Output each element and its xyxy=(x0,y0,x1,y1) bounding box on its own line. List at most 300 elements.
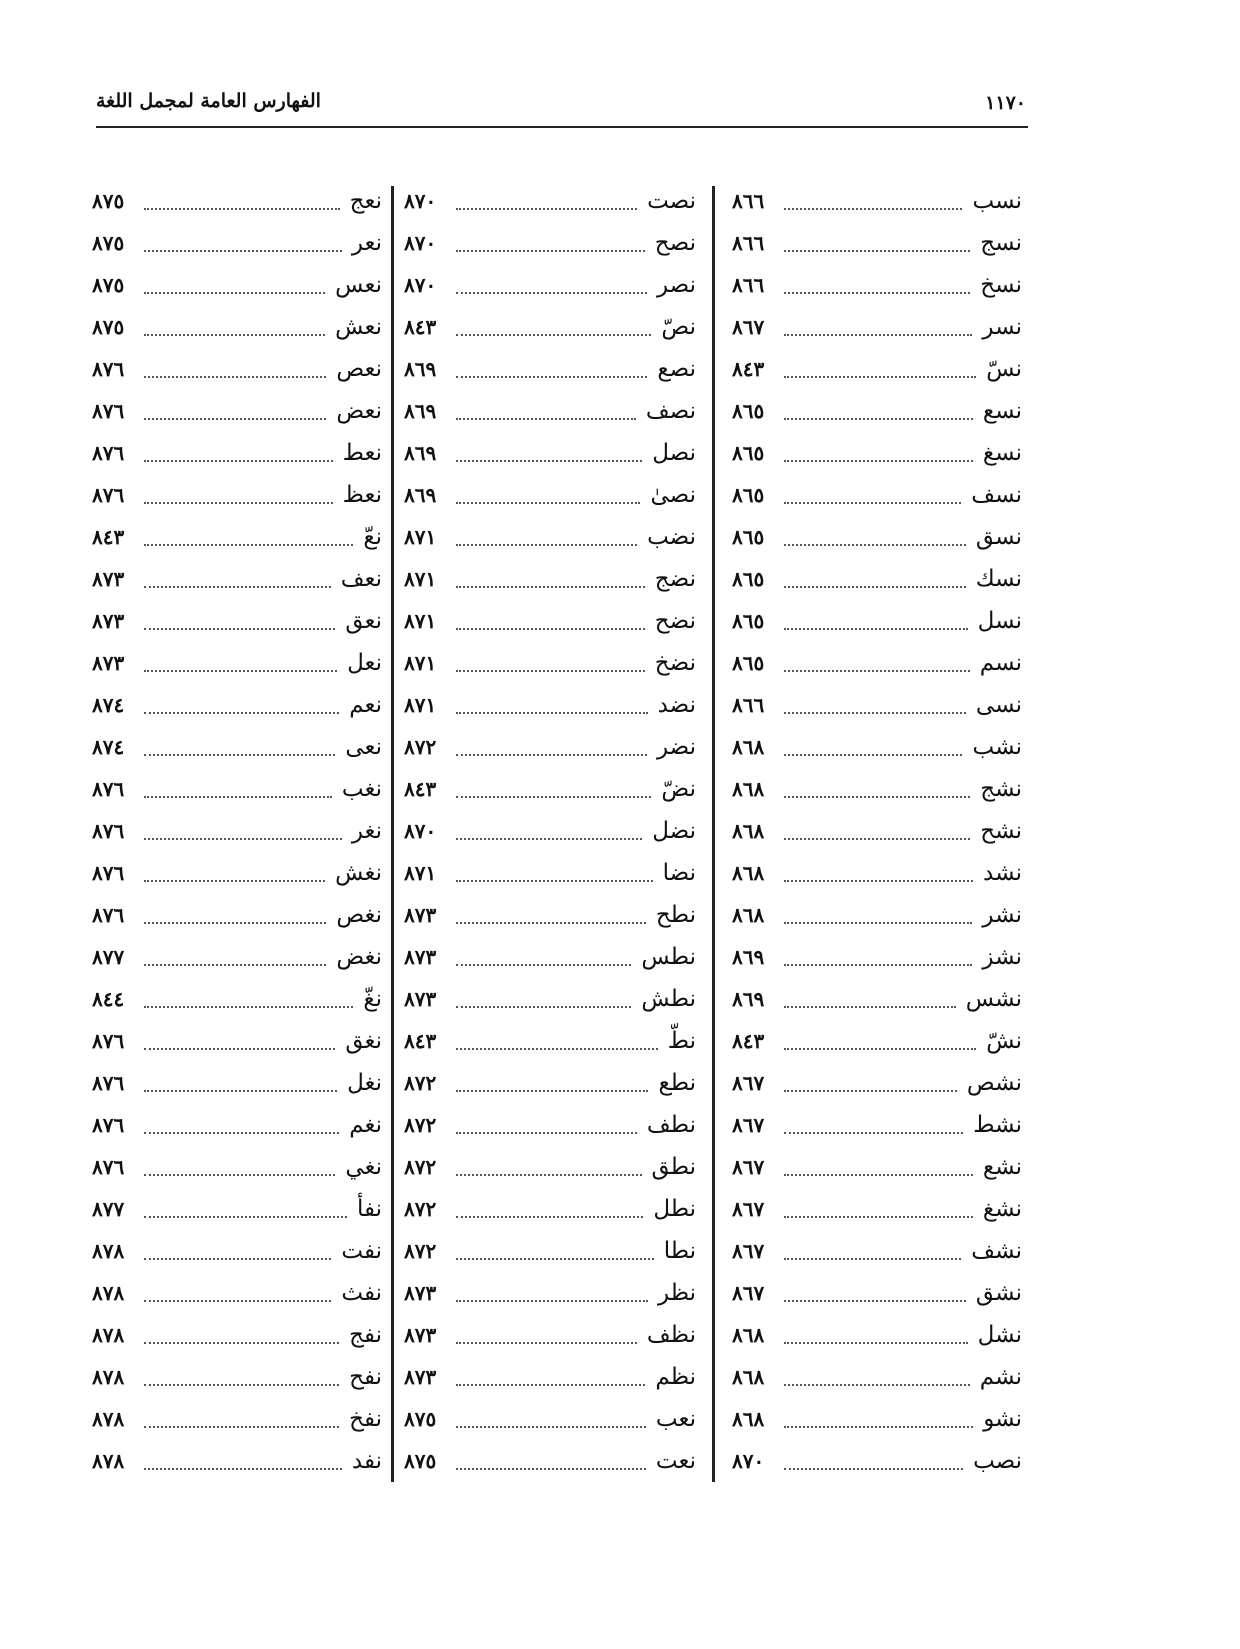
entry-root: نعب xyxy=(655,1406,696,1432)
entry-page-number: ٨٦٥ xyxy=(732,483,765,507)
entry-page-number: ٨٧٢ xyxy=(404,1071,437,1095)
entry-root: نضخ xyxy=(654,650,696,676)
index-column-2 xyxy=(404,180,696,1482)
leader-dots xyxy=(456,880,653,882)
entry-page-number: ٨٧٦ xyxy=(92,861,125,885)
entry-page-number: ٨٧٤ xyxy=(92,693,125,717)
entry-page-number: ٨٧٥ xyxy=(92,273,125,297)
entry-page-number: ٨٧٨ xyxy=(92,1323,125,1347)
page-number: ١١٧٠ xyxy=(985,92,1026,114)
entry-root: نفج xyxy=(349,1322,382,1348)
index-entry xyxy=(404,348,696,390)
index-column-1 xyxy=(732,180,1022,1482)
leader-dots xyxy=(456,628,645,630)
entry-page-number: ٨٧١ xyxy=(404,525,437,549)
leader-dots xyxy=(456,418,636,420)
entry-root: نسق xyxy=(975,524,1022,550)
entry-root: نشب xyxy=(972,734,1022,760)
entry-page-number: ٨٧٦ xyxy=(92,1155,125,1179)
entry-root: نصىٰ xyxy=(650,482,696,508)
entry-root: نسل xyxy=(977,608,1022,634)
entry-page-number: ٨٦٧ xyxy=(732,1281,765,1305)
entry-page-number: ٨٧٢ xyxy=(404,1113,437,1137)
entry-page-number: ٨٦٦ xyxy=(732,189,765,213)
entry-page-number: ٨٧٥ xyxy=(404,1449,437,1473)
entry-root: نشص xyxy=(966,1070,1022,1096)
entry-root: نعض xyxy=(336,398,382,424)
index-entry xyxy=(404,180,696,222)
entry-page-number: ٨٧٦ xyxy=(92,441,125,465)
entry-root: نغي xyxy=(345,1154,382,1180)
leader-dots xyxy=(144,1216,347,1218)
entry-root: نطّ xyxy=(667,1028,696,1054)
entry-root: نسج xyxy=(980,230,1022,256)
leader-dots xyxy=(784,1048,976,1050)
entry-page-number: ٨٦٥ xyxy=(732,567,765,591)
entry-root: نشق xyxy=(975,1280,1022,1306)
entry-page-number: ٨٧٣ xyxy=(92,567,125,591)
index-entry xyxy=(732,390,1022,432)
index-entry xyxy=(404,936,696,978)
index-entry xyxy=(404,810,696,852)
index-entry xyxy=(732,600,1022,642)
entry-page-number: ٨٧٧ xyxy=(92,945,125,969)
entry-root: نعس xyxy=(335,272,382,298)
leader-dots xyxy=(456,1258,654,1260)
entry-root: نصف xyxy=(645,398,696,424)
entry-page-number: ٨٤٣ xyxy=(404,1029,437,1053)
index-entry xyxy=(92,1356,382,1398)
leader-dots xyxy=(144,544,353,546)
leader-dots xyxy=(784,922,972,924)
entry-page-number: ٨٧٣ xyxy=(92,651,125,675)
entry-page-number: ٨٤٣ xyxy=(732,1029,765,1053)
index-entry xyxy=(404,306,696,348)
entry-page-number: ٨٦٨ xyxy=(732,903,765,927)
entry-page-number: ٨٦٧ xyxy=(732,1071,765,1095)
leader-dots xyxy=(144,838,342,840)
leader-dots xyxy=(144,250,342,252)
index-entry xyxy=(732,1356,1022,1398)
leader-dots xyxy=(456,292,647,294)
entry-page-number: ٨٧٣ xyxy=(404,1365,437,1389)
entry-root: نغب xyxy=(341,776,382,802)
index-entry xyxy=(732,936,1022,978)
entry-page-number: ٨٧٢ xyxy=(404,1239,437,1263)
index-entry xyxy=(732,1104,1022,1146)
leader-dots xyxy=(784,292,970,294)
leader-dots xyxy=(784,1426,973,1428)
entry-page-number: ٨٧٣ xyxy=(404,945,437,969)
index-entry xyxy=(92,978,382,1020)
index-entry xyxy=(404,432,696,474)
index-entry xyxy=(92,474,382,516)
index-entry xyxy=(92,684,382,726)
leader-dots xyxy=(456,1468,646,1470)
entry-page-number: ٨٦٦ xyxy=(732,273,765,297)
leader-dots xyxy=(456,586,645,588)
leader-dots xyxy=(784,418,973,420)
index-entry xyxy=(92,1062,382,1104)
leader-dots xyxy=(456,1426,646,1428)
index-entry xyxy=(732,348,1022,390)
index-entry xyxy=(92,306,382,348)
index-entry xyxy=(92,558,382,600)
entry-root: نصب xyxy=(973,1448,1022,1474)
entry-page-number: ٨٦٥ xyxy=(732,651,765,675)
leader-dots xyxy=(784,1384,970,1386)
leader-dots xyxy=(456,1384,645,1386)
index-entry xyxy=(732,306,1022,348)
entry-root: نصّ xyxy=(661,314,696,340)
index-entry xyxy=(732,1020,1022,1062)
entry-page-number: ٨٧٦ xyxy=(92,357,125,381)
entry-page-number: ٨٧٨ xyxy=(92,1239,125,1263)
entry-root: نظف xyxy=(646,1322,696,1348)
leader-dots xyxy=(456,1006,631,1008)
leader-dots xyxy=(784,880,973,882)
entry-root: نشّ xyxy=(986,1028,1022,1054)
leader-dots xyxy=(456,502,640,504)
leader-dots xyxy=(784,1258,961,1260)
index-entry xyxy=(404,558,696,600)
index-entry xyxy=(92,894,382,936)
leader-dots xyxy=(456,1132,637,1134)
entry-root: نعى xyxy=(345,734,382,760)
index-entry xyxy=(92,516,382,558)
index-entry xyxy=(404,894,696,936)
leader-dots xyxy=(456,1174,642,1176)
leader-dots xyxy=(784,754,962,756)
entry-page-number: ٨٧٥ xyxy=(92,231,125,255)
entry-root: نغص xyxy=(336,902,382,928)
entry-root: نطش xyxy=(641,986,696,1012)
entry-page-number: ٨٧٥ xyxy=(404,1407,437,1431)
index-entry xyxy=(92,1188,382,1230)
entry-page-number: ٨٧٦ xyxy=(92,903,125,927)
leader-dots xyxy=(144,1132,339,1134)
leader-dots xyxy=(456,208,637,210)
entry-root: نغل xyxy=(347,1070,382,1096)
index-entry xyxy=(92,768,382,810)
leader-dots xyxy=(144,1174,335,1176)
index-entry xyxy=(732,1062,1022,1104)
entry-page-number: ٨٧٨ xyxy=(92,1407,125,1431)
entry-root: نسف xyxy=(971,482,1022,508)
entry-root: نعل xyxy=(347,650,382,676)
index-entry xyxy=(404,852,696,894)
index-entry xyxy=(732,432,1022,474)
entry-root: نطح xyxy=(655,902,696,928)
leader-dots xyxy=(456,922,646,924)
index-entry xyxy=(92,1398,382,1440)
index-entry xyxy=(732,516,1022,558)
entry-page-number: ٨٦٩ xyxy=(404,441,437,465)
entry-root: نشل xyxy=(977,1322,1022,1348)
leader-dots xyxy=(144,1258,331,1260)
entry-page-number: ٨٧٣ xyxy=(404,987,437,1011)
index-entry xyxy=(92,348,382,390)
leader-dots xyxy=(784,796,970,798)
index-entry xyxy=(404,978,696,1020)
entry-root: نفأ xyxy=(356,1196,382,1222)
index-entry xyxy=(732,810,1022,852)
entry-page-number: ٨٦٧ xyxy=(732,315,765,339)
entry-page-number: ٨٦٨ xyxy=(732,735,765,759)
index-column-3 xyxy=(92,180,382,1482)
entry-root: نعط xyxy=(342,440,382,466)
index-entry xyxy=(404,1356,696,1398)
column-divider xyxy=(712,186,715,1482)
leader-dots xyxy=(456,838,642,840)
leader-dots xyxy=(144,712,339,714)
running-title: الفهارس العامة لمجمل اللغة xyxy=(96,90,321,112)
index-entry xyxy=(92,1272,382,1314)
index-entry xyxy=(732,1440,1022,1482)
index-entry xyxy=(404,1146,696,1188)
entry-page-number: ٨٧٣ xyxy=(92,609,125,633)
entry-page-number: ٨٧٦ xyxy=(92,1113,125,1137)
entry-root: نعر xyxy=(351,230,382,256)
index-entry xyxy=(404,390,696,432)
index-entry xyxy=(732,474,1022,516)
entry-page-number: ٨٦٥ xyxy=(732,609,765,633)
leader-dots xyxy=(144,1342,339,1344)
leader-dots xyxy=(144,1048,335,1050)
entry-page-number: ٨٦٥ xyxy=(732,399,765,423)
index-entry xyxy=(92,1146,382,1188)
index-entry xyxy=(404,1020,696,1062)
entry-root: نطق xyxy=(651,1154,696,1180)
entry-page-number: ٨٦٩ xyxy=(404,399,437,423)
entry-page-number: ٨٤٣ xyxy=(404,315,437,339)
index-entry xyxy=(92,1230,382,1272)
index-entry xyxy=(404,1272,696,1314)
entry-root: نصت xyxy=(647,188,696,214)
index-entry xyxy=(404,264,696,306)
index-entry xyxy=(732,1314,1022,1356)
leader-dots xyxy=(144,586,331,588)
index-entry xyxy=(404,1104,696,1146)
entry-page-number: ٨٦٩ xyxy=(732,987,765,1011)
leader-dots xyxy=(784,1342,968,1344)
leader-dots xyxy=(784,250,970,252)
entry-root: نغش xyxy=(335,860,382,886)
entry-root: نفد xyxy=(351,1448,382,1474)
entry-page-number: ٨٧٢ xyxy=(404,735,437,759)
entry-root: نضر xyxy=(656,734,696,760)
entry-root: نضب xyxy=(647,524,696,550)
entry-root: نسب xyxy=(972,188,1022,214)
leader-dots xyxy=(144,1006,353,1008)
entry-page-number: ٨٧٠ xyxy=(404,189,437,213)
index-entry xyxy=(92,936,382,978)
index-entry xyxy=(404,1062,696,1104)
entry-root: نعف xyxy=(340,566,382,592)
entry-page-number: ٨٦٧ xyxy=(732,1239,765,1263)
leader-dots xyxy=(784,1174,973,1176)
entry-root: نظم xyxy=(655,1364,696,1390)
entry-root: نضج xyxy=(654,566,696,592)
leader-dots xyxy=(456,376,647,378)
entry-page-number: ٨٦٩ xyxy=(404,483,437,507)
entry-page-number: ٨٧٦ xyxy=(92,483,125,507)
entry-root: نطا xyxy=(663,1238,696,1264)
entry-root: نسّ xyxy=(986,356,1022,382)
index-entry xyxy=(404,1314,696,1356)
entry-page-number: ٨٧٦ xyxy=(92,777,125,801)
leader-dots xyxy=(456,712,648,714)
entry-root: نعص xyxy=(336,356,382,382)
index-entry xyxy=(404,516,696,558)
entry-page-number: ٨٦٥ xyxy=(732,525,765,549)
leader-dots xyxy=(144,418,326,420)
entry-page-number: ٨٧٠ xyxy=(732,1449,765,1473)
index-entry xyxy=(92,1440,382,1482)
entry-root: نعت xyxy=(655,1448,696,1474)
entry-root: نشح xyxy=(980,818,1022,844)
entry-root: نشس xyxy=(965,986,1022,1012)
entry-root: نصح xyxy=(654,230,696,256)
entry-page-number: ٨٧٦ xyxy=(92,1071,125,1095)
leader-dots xyxy=(456,544,637,546)
entry-root: نطل xyxy=(653,1196,696,1222)
entry-root: نطس xyxy=(641,944,696,970)
entry-root: نسع xyxy=(982,398,1022,424)
entry-root: نظر xyxy=(658,1280,696,1306)
index-entry xyxy=(732,852,1022,894)
index-entry xyxy=(92,1020,382,1062)
index-entry xyxy=(92,1314,382,1356)
entry-page-number: ٨٤٣ xyxy=(92,525,125,549)
leader-dots xyxy=(144,922,326,924)
leader-dots xyxy=(784,544,966,546)
index-entry xyxy=(404,600,696,642)
entry-page-number: ٨٦٨ xyxy=(732,819,765,843)
leader-dots xyxy=(456,250,645,252)
entry-root: نعج xyxy=(349,188,382,214)
entry-root: نشم xyxy=(979,1364,1022,1390)
entry-page-number: ٨٧٣ xyxy=(404,1281,437,1305)
entry-root: نفت xyxy=(341,1238,382,1264)
index-entry xyxy=(404,1188,696,1230)
leader-dots xyxy=(784,628,968,630)
leader-dots xyxy=(784,712,966,714)
index-entry xyxy=(732,222,1022,264)
entry-root: نفث xyxy=(341,1280,382,1306)
entry-page-number: ٨٧٠ xyxy=(404,819,437,843)
entry-page-number: ٨٧٣ xyxy=(404,903,437,927)
entry-root: نضح xyxy=(654,608,696,634)
index-entry xyxy=(732,894,1022,936)
entry-root: نغم xyxy=(349,1112,382,1138)
entry-page-number: ٨٦٨ xyxy=(732,1323,765,1347)
index-entry xyxy=(732,264,1022,306)
leader-dots xyxy=(144,1300,331,1302)
leader-dots xyxy=(456,754,647,756)
entry-page-number: ٨٧٦ xyxy=(92,1029,125,1053)
entry-page-number: ٨٦٨ xyxy=(732,861,765,885)
entry-page-number: ٨٦٨ xyxy=(732,777,765,801)
index-entry xyxy=(92,642,382,684)
page-header xyxy=(96,86,1028,128)
entry-page-number: ٨٦٦ xyxy=(732,693,765,717)
entry-page-number: ٨٦٧ xyxy=(732,1113,765,1137)
entry-page-number: ٨٦٧ xyxy=(732,1155,765,1179)
index-entry xyxy=(92,600,382,642)
index-entry xyxy=(92,1104,382,1146)
leader-dots xyxy=(144,292,325,294)
entry-page-number: ٨٦٨ xyxy=(732,1365,765,1389)
entry-root: نغر xyxy=(351,818,382,844)
leader-dots xyxy=(456,1090,648,1092)
leader-dots xyxy=(456,334,651,336)
index-entry xyxy=(404,642,696,684)
leader-dots xyxy=(456,1300,648,1302)
entry-root: نعش xyxy=(335,314,382,340)
index-entry xyxy=(92,180,382,222)
entry-page-number: ٨٤٣ xyxy=(732,357,765,381)
entry-root: نضّ xyxy=(661,776,696,802)
entry-root: نصع xyxy=(657,356,696,382)
entry-root: نشد xyxy=(983,860,1022,886)
leader-dots xyxy=(784,334,972,336)
leader-dots xyxy=(144,670,337,672)
entry-page-number: ٨٧٦ xyxy=(92,399,125,423)
index-entry xyxy=(732,1146,1022,1188)
entry-page-number: ٨٧٢ xyxy=(404,1197,437,1221)
index-entry xyxy=(404,474,696,516)
entry-root: نطف xyxy=(646,1112,696,1138)
leader-dots xyxy=(784,1468,963,1470)
leader-dots xyxy=(456,670,645,672)
entry-root: نسغ xyxy=(982,440,1022,466)
leader-dots xyxy=(144,208,340,210)
entry-page-number: ٨٦٧ xyxy=(732,1197,765,1221)
entry-page-number: ٨٦٩ xyxy=(404,357,437,381)
entry-page-number: ٨٧٨ xyxy=(92,1365,125,1389)
index-entry xyxy=(732,1272,1022,1314)
index-entry xyxy=(404,1230,696,1272)
entry-root: نضل xyxy=(652,818,696,844)
entry-page-number: ٨٧٢ xyxy=(404,1155,437,1179)
leader-dots xyxy=(456,964,631,966)
leader-dots xyxy=(144,460,333,462)
entry-root: نسم xyxy=(979,650,1022,676)
entry-page-number: ٨٧٠ xyxy=(404,231,437,255)
entry-root: نشط xyxy=(973,1112,1022,1138)
entry-root: نصر xyxy=(656,272,696,298)
entry-root: نشغ xyxy=(982,1196,1022,1222)
entry-root: نضا xyxy=(662,860,696,886)
entry-root: نشو xyxy=(983,1406,1022,1432)
leader-dots xyxy=(456,1048,658,1050)
entry-root: نشز xyxy=(982,944,1022,970)
index-entry xyxy=(732,978,1022,1020)
index-entry xyxy=(92,726,382,768)
leader-dots xyxy=(144,334,325,336)
index-entry xyxy=(732,768,1022,810)
entry-root: نسر xyxy=(982,314,1022,340)
entry-root: نفخ xyxy=(349,1406,382,1432)
index-entry xyxy=(404,726,696,768)
index-entry xyxy=(92,432,382,474)
entry-root: نعظ xyxy=(342,482,382,508)
leader-dots xyxy=(144,376,326,378)
leader-dots xyxy=(784,1090,957,1092)
entry-page-number: ٨٧٦ xyxy=(92,819,125,843)
leader-dots xyxy=(784,376,976,378)
